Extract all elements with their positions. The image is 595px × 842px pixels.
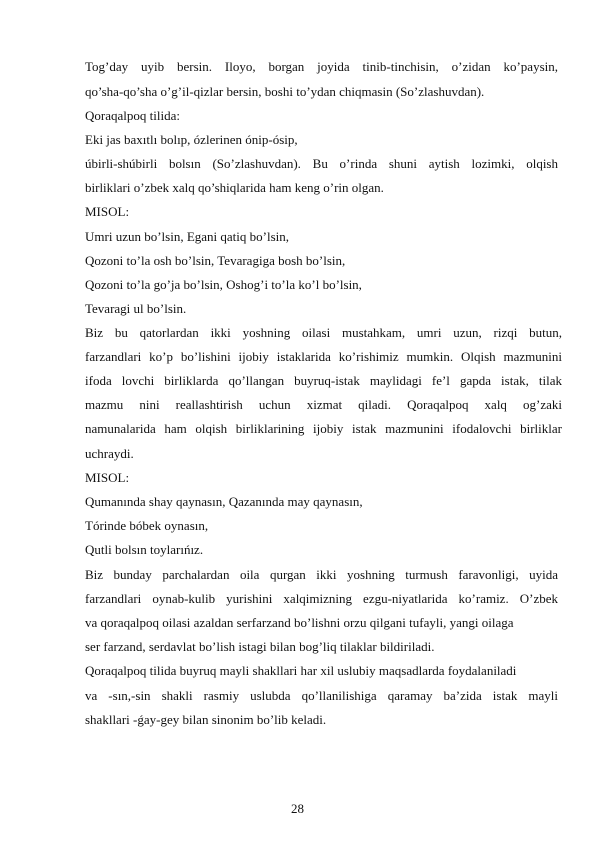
text-line: úbirli-shúbirli bolsın (So’zlashuvdan). Bu o’rinda shuni aytish lozimki, olqish (85, 156, 558, 171)
text-line: Qoraqalpoq tilida: (85, 108, 180, 123)
text-line: Tórinde bóbek oynasın, (85, 518, 209, 533)
text-line: uchraydi. (85, 446, 134, 461)
text-line: birliklari o’zbek xalq qo’shiqlarida ham keng o’rin olgan. (85, 180, 384, 195)
text-line: Biz bu qatorlardan ikki yoshning oilasi mustahkam, umri uzun, rizqi butun, (85, 325, 562, 340)
text-line: Eki jas baxıtlı bolıp, ózlerinen ónip-ósip, (85, 132, 298, 147)
text-line: ifoda lovchi birliklarda qo’llangan buyruq-istak maylidagi fe’l gapda istak, tilak (85, 373, 562, 388)
text-line: va qoraqalpoq oilasi azaldan serfarzand bo’lishni orzu qilgani tufayli, yangi oilaga (85, 615, 514, 630)
text-line: Umri uzun bo’lsin, Egani qatiq bo’lsin, (85, 229, 290, 244)
page-number: 28 (291, 801, 304, 816)
text-line: Tog’day uyib bersin. Iloyo, borgan joyida tinib-tinchisin, o’zidan ko’paysin, (85, 59, 558, 74)
text-line: va -sın,-sin shakli rasmiy uslubda qo’llanilishiga qaramay ba’zida istak mayli (85, 688, 558, 703)
text-line: MISOL: (85, 204, 130, 219)
text-line: namunalarida ham olqish birliklarining ijobiy istak mazmunini ifodalovchi birliklar (85, 421, 562, 436)
text-line: qo’sha-qo’sha o’g’il-qizlar bersin, boshi to’ydan chiqmasin (So’zlashuvdan). (85, 84, 485, 99)
text-line: mazmu nini reallashtirish uchun xizmat qiladi. Qoraqalpoq xalq og’zaki (85, 397, 562, 412)
text-line: Qutli bolsın toylarıńız. (85, 542, 204, 557)
text-line: MISOL: (85, 470, 130, 485)
text-line: Qozoni to’la go’ja bo’lsin, Oshog’i to’la ko’l bo’lsin, (85, 277, 362, 292)
text-line: Qoraqalpoq tilida buyruq mayli shakllari har xil uslubiy maqsadlarda foydalaniladi (85, 663, 517, 678)
text-line: Qozoni to’la osh bo’lsin, Tevaragiga bosh bo’lsin, (85, 253, 346, 268)
text-line: Biz bunday parchalardan oila qurgan ikki yoshning turmush faravonligi, uyida (85, 567, 558, 582)
text-line: farzandlari oynab-kulib yurishini xalqimizning ezgu-niyatlarida ko’ramiz. O’zbek (85, 591, 558, 606)
text-line: Qumanında shay qaynasın, Qazanında may qaynasın, (85, 494, 363, 509)
text-line: ser farzand, serdavlat bo’lish istagi bilan bog’liq tilaklar bildiriladi. (85, 639, 435, 654)
text-line: Tevaragi ul bo’lsin. (85, 301, 187, 316)
text-line: farzandlari ko’p bo’lishini ijobiy istaklarida ko’rishimiz mumkin. Olqish mazmunini (85, 349, 562, 364)
text-line: shakllari -ǵay-gey bilan sinonim bo’lib keladi. (85, 712, 327, 727)
